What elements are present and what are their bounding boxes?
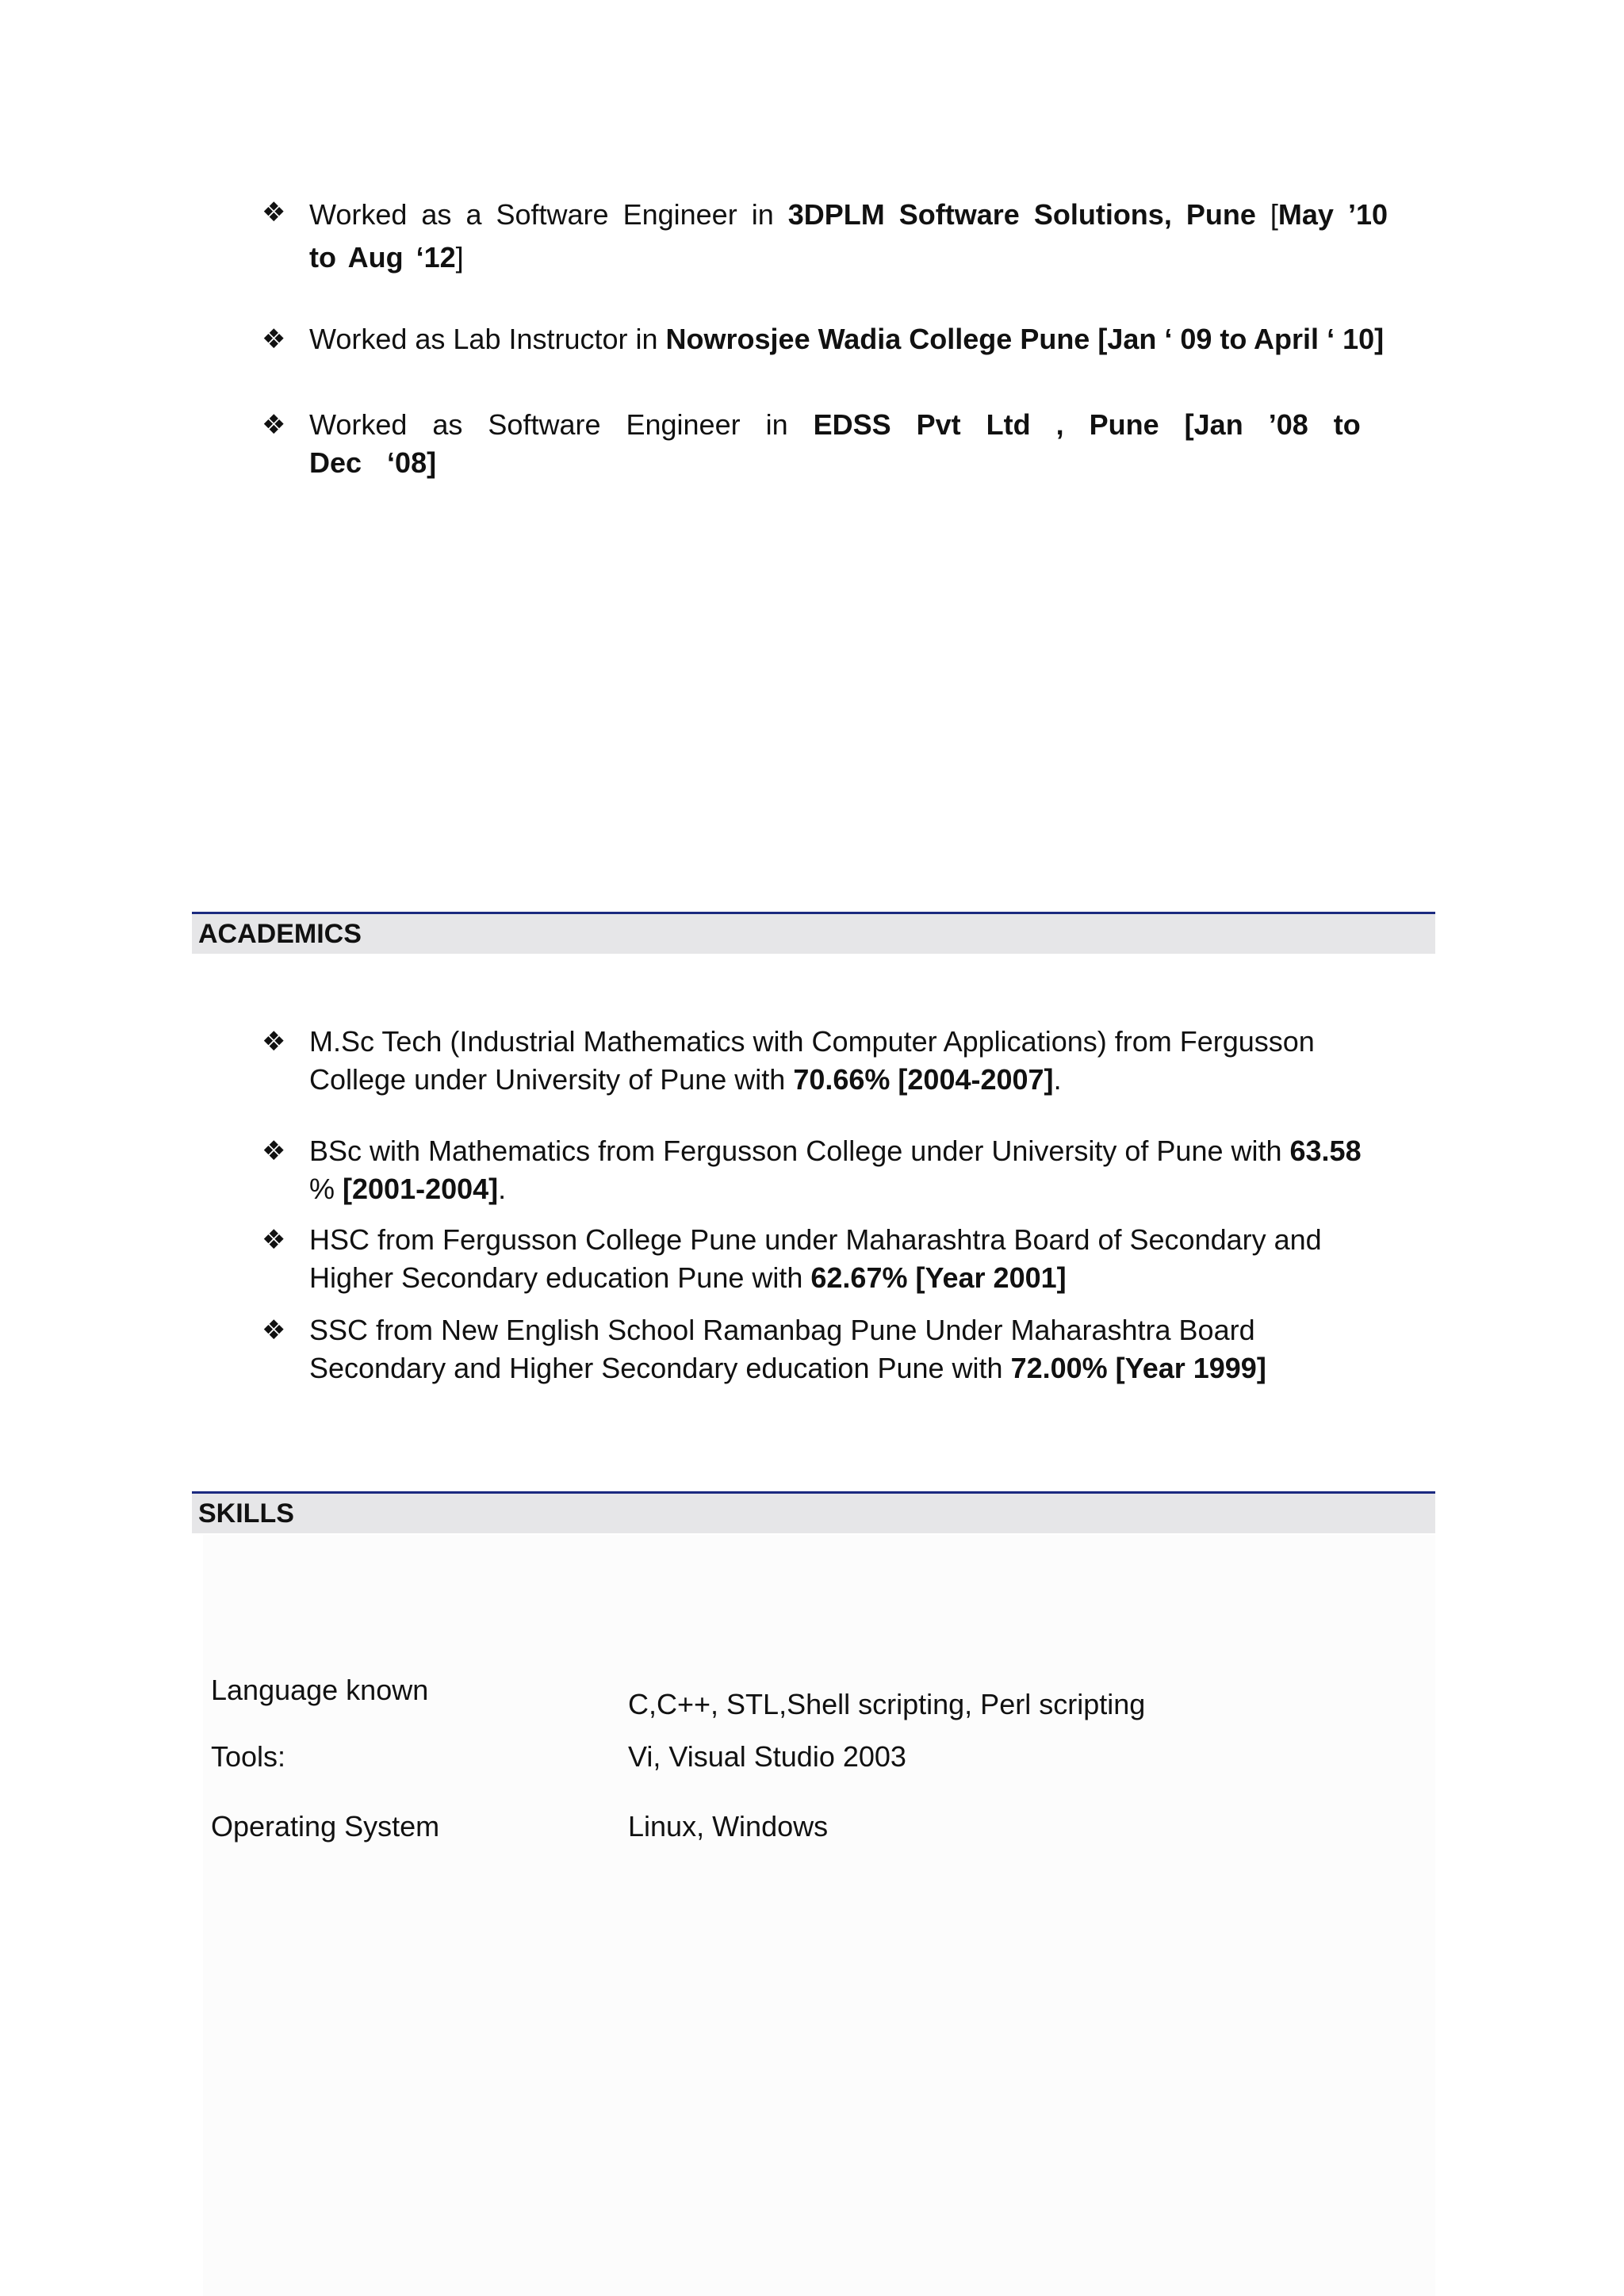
- bullet-icon: ❖: [262, 410, 286, 440]
- skill-value-os: Linux, Windows: [628, 1810, 829, 1843]
- experience-text: [309, 406, 1388, 482]
- skills-section-header: [192, 1491, 1435, 1533]
- experience-period: [Jan ’08 to Dec ‘08]: [309, 408, 1361, 479]
- experience-period: [Jan ‘ 09 to April ‘ 10]: [1097, 323, 1385, 355]
- academics-description: BSc with Mathematics from Fergusson College under University of Pune with: [309, 1135, 1290, 1167]
- experience-period: May ’10 to Aug ‘12: [309, 198, 1388, 274]
- bullet-icon: ❖: [262, 324, 286, 354]
- academics-item-1: [262, 1023, 1388, 1099]
- academics-score: 62.67% [Year 2001]: [810, 1261, 1067, 1294]
- experience-prefix: Worked as Lab Instructor in: [309, 323, 666, 355]
- experience-text: [309, 193, 1388, 279]
- experience-prefix: Worked as Software Engineer in: [309, 408, 814, 441]
- academics-text: [309, 1311, 1388, 1387]
- experience-item-2: [262, 320, 1388, 358]
- bullet-icon: ❖: [262, 197, 286, 228]
- experience-company: 3DPLM Software Solutions, Pune: [787, 198, 1256, 231]
- experience-item-1: [262, 193, 1388, 279]
- academics-score: 63.58: [1289, 1135, 1362, 1167]
- academics-item-2: [262, 1132, 1388, 1208]
- experience-bracket-close: ]: [455, 241, 464, 274]
- experience-prefix: Worked as a Software Engineer in: [309, 198, 788, 231]
- experience-company: Nowrosjee Wadia College Pune: [665, 323, 1090, 355]
- academics-score: 70.66% [2004-2007]: [793, 1063, 1054, 1096]
- bullet-icon: ❖: [262, 1225, 286, 1255]
- skill-label-tools: Tools:: [211, 1740, 286, 1773]
- skill-value-language: C,C++, STL,Shell scripting, Perl scripting: [628, 1688, 1146, 1720]
- skill-label-language: Language known: [211, 1674, 429, 1706]
- section-title: ACADEMICS: [198, 919, 362, 949]
- experience-text: [309, 320, 1388, 358]
- academics-item-4: [262, 1311, 1388, 1387]
- experience-item-3: [262, 406, 1388, 482]
- bullet-icon: ❖: [262, 1136, 286, 1166]
- skills-background-panel: [203, 1535, 1435, 2296]
- experience-bracket-open: [: [1255, 198, 1278, 231]
- academics-percent: %: [309, 1173, 343, 1205]
- academics-years: [2001-2004]: [343, 1173, 499, 1205]
- bullet-icon: ❖: [262, 1027, 286, 1057]
- skill-label-os: Operating System: [211, 1810, 440, 1843]
- academics-description: HSC from Fergusson College Pune under Maharashtra Board of Secondary and Higher Secondary education Pune with: [309, 1223, 1322, 1294]
- academics-text: [309, 1132, 1388, 1208]
- academics-section-header: [192, 912, 1435, 954]
- section-title: SKILLS: [198, 1498, 294, 1529]
- bullet-icon: ❖: [262, 1315, 286, 1345]
- academics-description: SSC from New English School Ramanbag Pune Under Maharashtra Board Secondary and Higher Secondary education Pune with: [309, 1314, 1255, 1384]
- academics-item-3: [262, 1221, 1388, 1297]
- skill-value-tools: Vi, Visual Studio 2003: [628, 1740, 906, 1773]
- experience-company: EDSS Pvt Ltd , Pune: [813, 408, 1159, 441]
- academics-description: M.Sc Tech (Industrial Mathematics with Computer Applications) from Fergusson College under University of Pune with: [309, 1025, 1315, 1096]
- academics-suffix: .: [1053, 1063, 1062, 1096]
- academics-suffix: .: [498, 1173, 507, 1205]
- academics-score: 72.00% [Year 1999]: [1010, 1352, 1266, 1384]
- academics-text: [309, 1221, 1388, 1297]
- academics-text: [309, 1023, 1388, 1099]
